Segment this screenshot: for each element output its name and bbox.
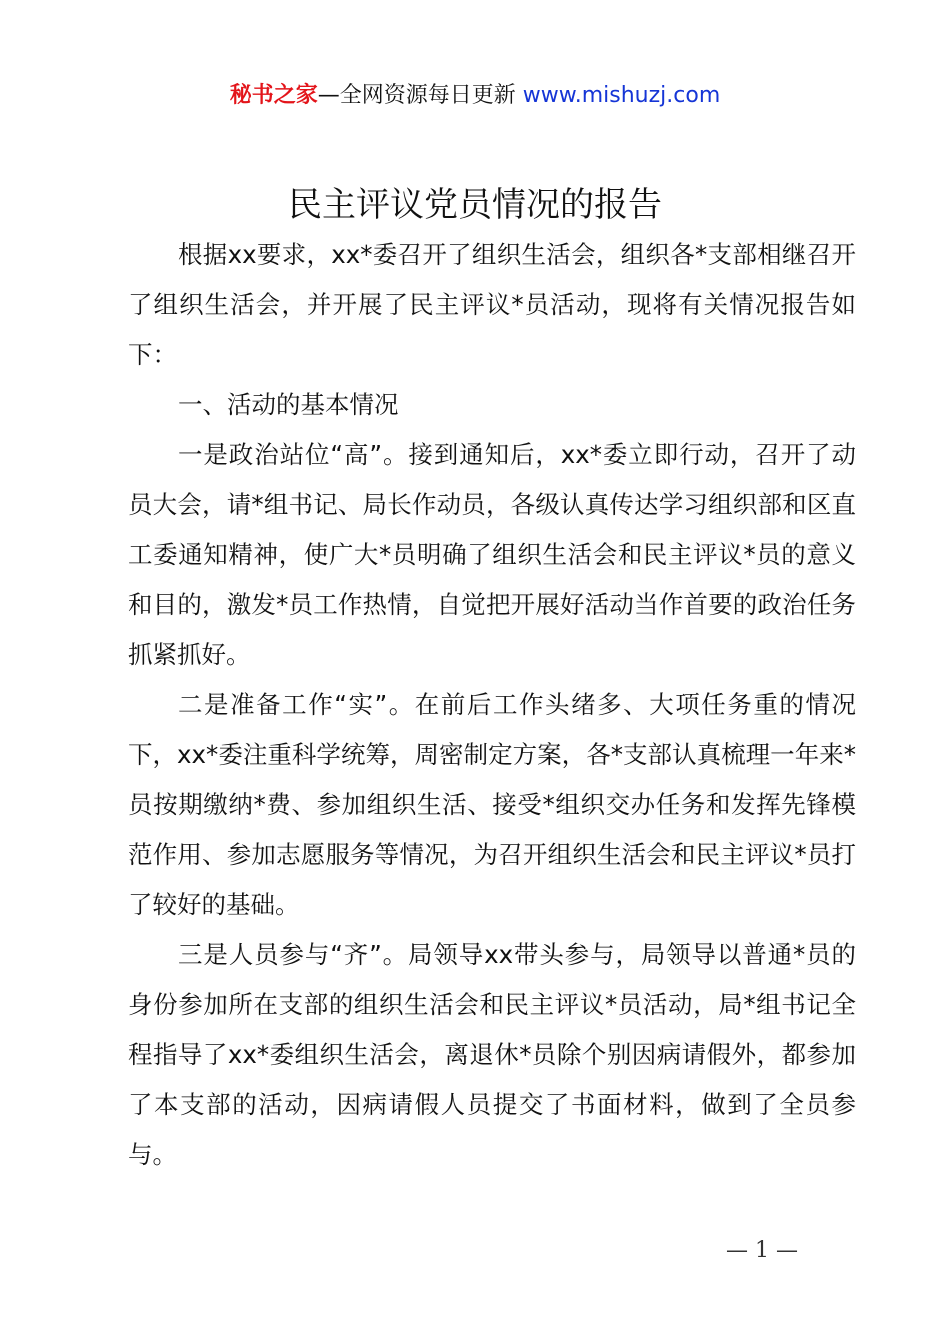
site-header [0,80,950,112]
document-title: 民主评议党员情况的报告 [288,185,662,225]
site-url-link[interactable]: www.mishuzj.com [522,83,721,108]
intro-paragraph: 根据xx要求，xx*委召开了组织生活会，组织各*支部相继召开了组织生活会，并开展了民主评议*员活动，现将有关情况报告如下： [128,240,856,369]
section-heading: 一、活动的基本情况 [178,390,399,419]
document-body [128,230,856,1180]
body-paragraph: 二是准备工作“实”。在前后工作头绪多、大项任务重的情况下，xx*委注重科学统筹，周密制定方案，各*支部认真梳理一年来*员按期缴纳*费、参加组织生活、接受*组织交办任务和发挥先锋模范作用、参加志愿服务等情况，为召开组织生活会和民主评议*员打了较好的基础。 [128,690,856,919]
page-number: — 1 — [726,1238,798,1263]
body-paragraph: 一是政治站位“高”。接到通知后，xx*委立即行动，召开了动员大会，请*组书记、局长作动员，各级认真传达学习组织部和区直工委通知精神，使广大*员明确了组织生活会和民主评议*员的意义和目的，激发*员工作热情，自觉把开展好活动当作首要的政治任务抓紧抓好。 [128,440,856,669]
body-paragraph: 三是人员参与“齐”。局领导xx带头参与，局领导以普通*员的身份参加所在支部的组织生活会和民主评议*员活动，局*组书记全程指导了xx*委组织生活会，离退休*员除个别因病请假外，都参加了本支部的活动，因病请假人员提交了书面材料，做到了全员参与。 [128,940,856,1169]
site-slogan: —全网资源每日更新 [317,83,523,108]
brand-name: 秘书之家 [229,83,318,108]
